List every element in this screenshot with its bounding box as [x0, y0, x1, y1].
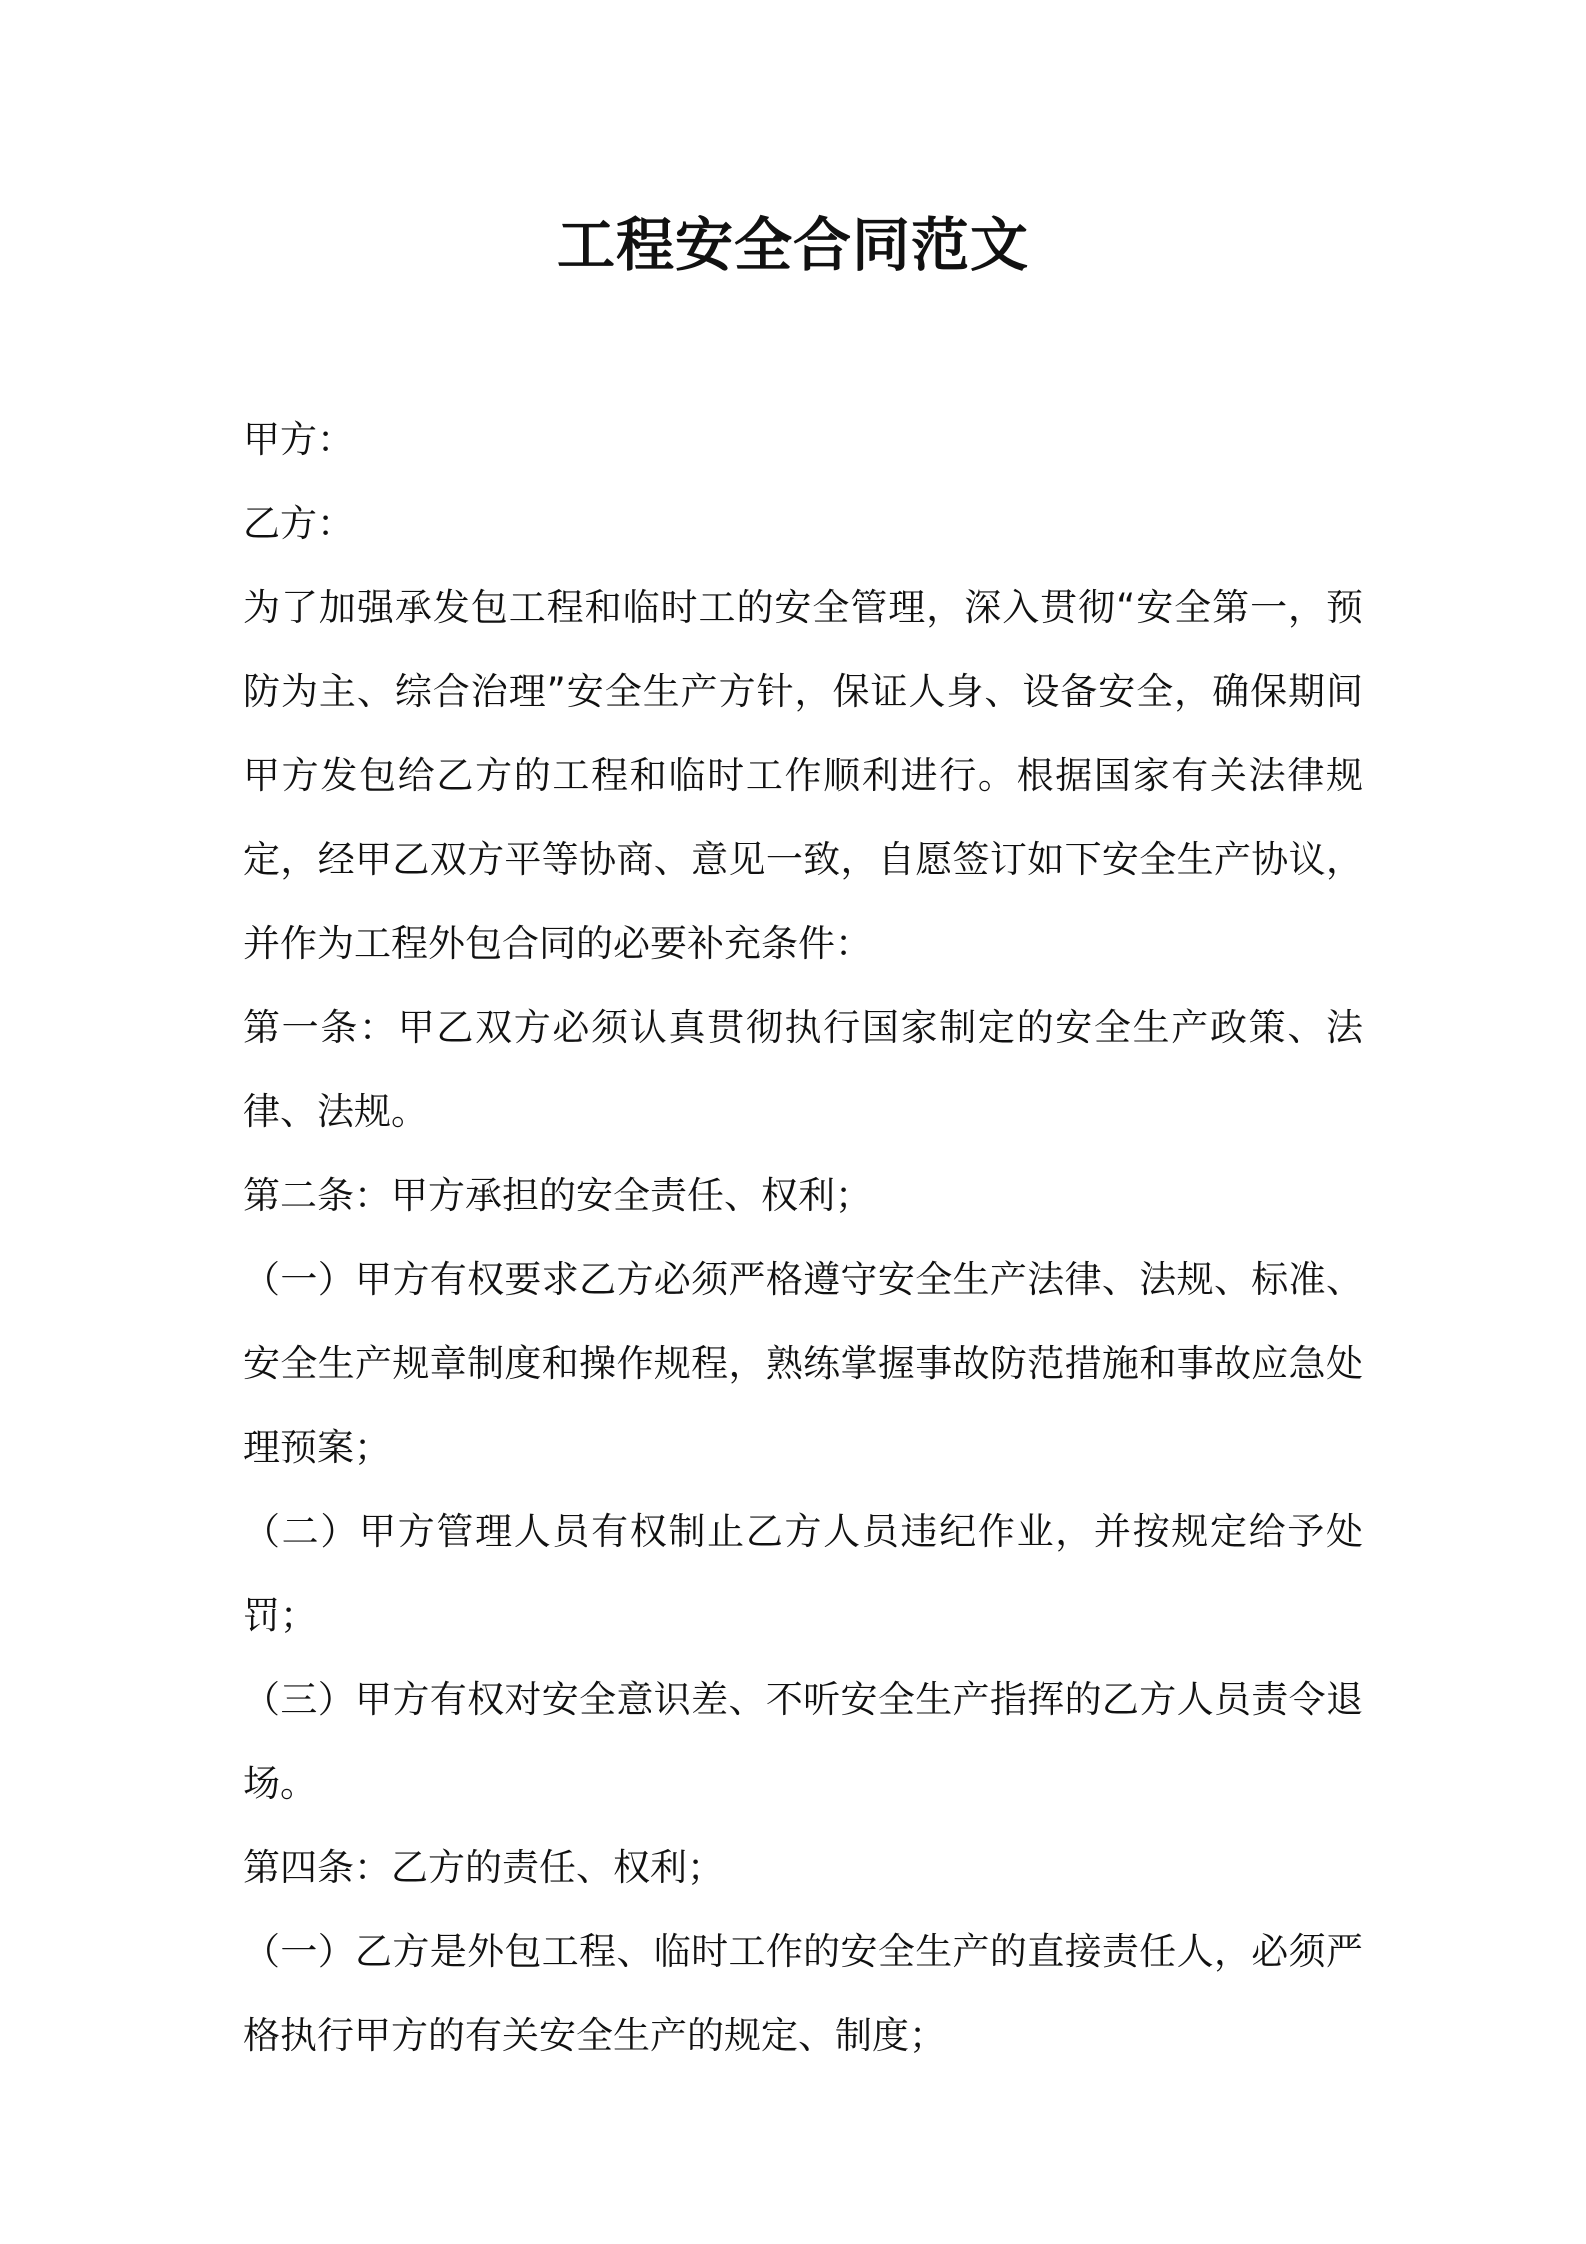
article-2-item-3: （三）甲方有权对安全意识差、不听安全生产指挥的乙方人员责令退场。: [243, 1678, 1363, 1805]
document-title: 工程安全合同范文: [556, 211, 1029, 279]
preamble-paragraph: 为了加强承发包工程和临时工的安全管理，深入贯彻“安全第一，预防为主、综合治理”安全生产方针，保证人身、设备安全，确保期间甲方发包给乙方的工程和临时工作顺利进行。根据国家有关法律规定，经甲乙双方平等协商、意见一致，自愿签订如下安全生产协议，并作为工程外包合同的必要补充条件：: [243, 586, 1363, 965]
article-2-item-2: （二）甲方管理人员有权制止乙方人员违纪作业，并按规定给予处罚；: [243, 1510, 1363, 1637]
document-body: [243, 398, 1363, 2078]
article-1: 第一条：甲乙双方必须认真贯彻执行国家制定的安全生产政策、法律、法规。: [243, 1006, 1363, 1133]
party-b-line: 乙方：: [243, 502, 354, 545]
article-2-item-1: （一）甲方有权要求乙方必须严格遵守安全生产法律、法规、标准、安全生产规章制度和操作规程，熟练掌握事故防范措施和事故应急处理预案；: [243, 1258, 1363, 1469]
article-4-item-1: （一）乙方是外包工程、临时工作的安全生产的直接责任人，必须严格执行甲方的有关安全生产的规定、制度；: [243, 1930, 1363, 2057]
article-4-heading: 第四条：乙方的责任、权利；: [243, 1846, 724, 1889]
article-2-heading: 第二条：甲方承担的安全责任、权利；: [243, 1174, 872, 1217]
party-a-line: 甲方：: [243, 418, 354, 461]
